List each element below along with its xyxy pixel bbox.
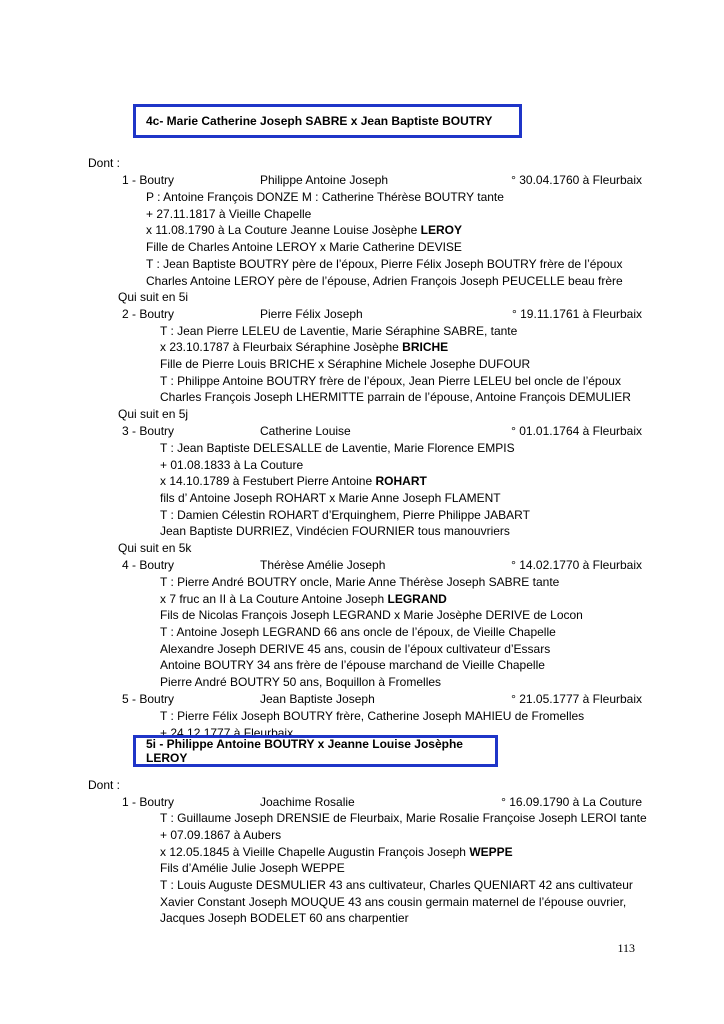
- entry-detail: x 14.10.1789 à Festubert Pierre Antoine ROHART: [160, 474, 427, 488]
- entry-detail: Antoine BOUTRY 34 ans frère de l’épouse marchand de Vieille Chapelle: [160, 658, 545, 672]
- entry-number: 1 - Boutry: [122, 795, 175, 809]
- entry-detail: fils d’ Antoine Joseph ROHART x Marie Anne Joseph FLAMENT: [160, 491, 501, 505]
- entry-detail: T : Jean Baptiste BOUTRY père de l’époux, Pierre Félix Joseph BOUTRY frère de l’époux: [146, 257, 623, 271]
- entry-detail: x 23.10.1787 à Fleurbaix Séraphine Josèphe BRICHE: [160, 340, 449, 354]
- entry-detail: x 12.05.1845 à Vieille Chapelle Augustin François Joseph WEPPE: [160, 845, 513, 859]
- entry-number: 1 - Boutry: [122, 173, 175, 187]
- entry-given-names: Joachime Rosalie: [260, 795, 355, 809]
- entry-detail: T : Pierre Félix Joseph BOUTRY frère, Catherine Joseph MAHIEU de Fromelles: [160, 709, 585, 723]
- entry-detail: Jacques Joseph BODELET 60 ans charpentier: [160, 911, 409, 925]
- spouse-surname: LEGRAND: [387, 592, 447, 606]
- entry-detail: Xavier Constant Joseph MOUQUE 43 ans cousin germain maternel de l’épouse ouvrier,: [160, 895, 627, 909]
- spouse-surname: WEPPE: [469, 845, 513, 859]
- entry-birth: ° 14.02.1770 à Fleurbaix: [511, 558, 642, 572]
- follow-reference: Qui suit en 5i: [118, 290, 189, 304]
- section-title: 5i - Philippe Antoine BOUTRY x Jeanne Louise Josèphe LEROY: [146, 737, 463, 765]
- entry-detail: + 27.11.1817 à Vieille Chapelle: [146, 207, 312, 221]
- spouse-surname: LEROY: [420, 223, 462, 237]
- entry-given-names: Catherine Louise: [260, 424, 351, 438]
- entry-detail: T : Philippe Antoine BOUTRY frère de l’époux, Jean Pierre LELEU bel oncle de l’époux: [160, 374, 621, 388]
- entry-detail: T : Jean Pierre LELEU de Laventie, Marie Séraphine SABRE, tante: [160, 324, 518, 338]
- entry-detail: T : Guillaume Joseph DRENSIE de Fleurbaix, Marie Rosalie Françoise Joseph LEROI tante: [160, 811, 647, 825]
- entry-detail: x 7 fruc an II à La Couture Antoine Joseph LEGRAND: [160, 592, 447, 606]
- entry-detail: Charles Antoine LEROY père de l’épouse, Adrien François Joseph PEUCELLE beau frère: [146, 274, 623, 288]
- entry-detail: Fille de Pierre Louis BRICHE x Séraphine Michele Josephe DUFOUR: [160, 357, 531, 371]
- entry-detail: T : Antoine Joseph LEGRAND 66 ans oncle de l’époux, de Vieille Chapelle: [160, 625, 556, 639]
- entry-given-names: Philippe Antoine Joseph: [260, 173, 389, 187]
- entry-detail: Jean Baptiste DURRIEZ, Vindécien FOURNIER tous manouvriers: [160, 524, 510, 538]
- section-title: 4c- Marie Catherine Joseph SABRE x Jean Baptiste BOUTRY: [146, 114, 493, 128]
- follow-reference: Qui suit en 5j: [118, 407, 189, 421]
- entry-detail: T : Louis Auguste DESMULIER 43 ans cultivateur, Charles QUENIART 42 ans cultivateur: [160, 878, 633, 892]
- spouse-surname: ROHART: [375, 474, 427, 488]
- entry-detail: T : Pierre André BOUTRY oncle, Marie Anne Thérèse Joseph SABRE tante: [160, 575, 560, 589]
- entry-detail: T : Jean Baptiste DELESALLE de Laventie, Marie Florence EMPIS: [160, 441, 515, 455]
- entry-detail: x 11.08.1790 à La Couture Jeanne Louise Josèphe LEROY: [146, 223, 462, 237]
- page-number: 113: [617, 941, 635, 955]
- follow-reference: Qui suit en 5k: [118, 541, 192, 555]
- entry-birth: ° 16.09.1790 à La Couture: [501, 795, 642, 809]
- entry-given-names: Thérèse Amélie Joseph: [260, 558, 386, 572]
- entry-detail: Fils d’Amélie Julie Joseph WEPPE: [160, 861, 345, 875]
- entry-detail: P : Antoine François DONZE M : Catherine Thérèse BOUTRY tante: [146, 190, 504, 204]
- entry-given-names: Pierre Félix Joseph: [260, 307, 363, 321]
- entry-given-names: Jean Baptiste Joseph: [260, 692, 375, 706]
- entry-number: 2 - Boutry: [122, 307, 175, 321]
- section-title-box: [133, 735, 498, 767]
- dont-label: Dont :: [88, 156, 121, 170]
- entry-detail: + 24.12.1777 à Fleurbaix: [160, 726, 294, 740]
- entry-detail: + 01.08.1833 à La Couture: [160, 458, 304, 472]
- entry-detail: T : Damien Célestin ROHART d’Erquinghem, Pierre Philippe JABART: [160, 508, 530, 522]
- entry-detail: Pierre André BOUTRY 50 ans, Boquillon à Fromelles: [160, 675, 442, 689]
- entry-birth: ° 21.05.1777 à Fleurbaix: [511, 692, 642, 706]
- spouse-surname: BRICHE: [402, 340, 449, 354]
- entry-birth: ° 19.11.1761 à Fleurbaix: [512, 307, 642, 321]
- entry-detail: + 07.09.1867 à Aubers: [160, 828, 282, 842]
- entry-number: 3 - Boutry: [122, 424, 175, 438]
- entry-detail: Fille de Charles Antoine LEROY x Marie Catherine DEVISE: [146, 240, 462, 254]
- dont-label: Dont :: [88, 778, 121, 792]
- entry-birth: ° 30.04.1760 à Fleurbaix: [511, 173, 642, 187]
- entry-detail: Charles François Joseph LHERMITTE parrain de l’épouse, Antoine François DEMULIER: [160, 390, 631, 404]
- entry-number: 4 - Boutry: [122, 558, 175, 572]
- entry-number: 5 - Boutry: [122, 692, 175, 706]
- entry-detail: Fils de Nicolas François Joseph LEGRAND x Marie Josèphe DERIVE de Locon: [160, 608, 583, 622]
- section-title-box: [133, 104, 522, 138]
- entry-birth: ° 01.01.1764 à Fleurbaix: [511, 424, 642, 438]
- entry-detail: Alexandre Joseph DERIVE 45 ans, cousin de l’époux cultivateur d’Essars: [160, 642, 551, 656]
